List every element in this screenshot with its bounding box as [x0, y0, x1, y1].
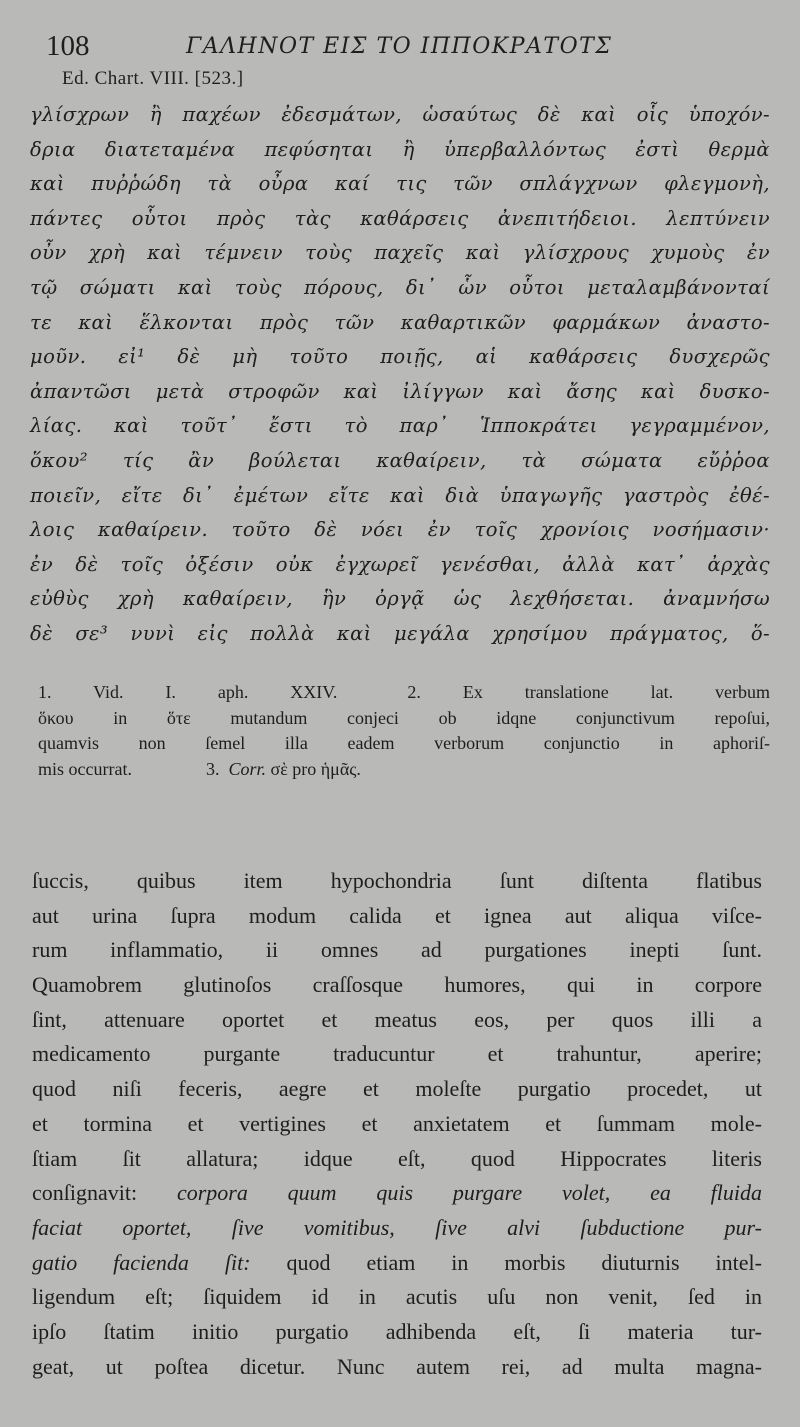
greek-line: τε καὶ ἕλκονται πρὸς τῶν καθαρτικῶν φαρμάκων ἀναστο-: [30, 310, 770, 334]
page-header: [46, 28, 766, 68]
greek-line: δρια διατεταμένα πεφύσηται ἢ ὑπερβαλλόντως ἐστὶ θερμὰ: [30, 137, 770, 161]
hippocrates-quote: corpora quum quis purgare volet, ea fluida: [176, 1180, 763, 1206]
latin-text-block: [32, 864, 762, 1384]
latin-line: quod niſi feceris, aegre et moleſte purgatio procedet, ut: [32, 1076, 762, 1102]
latin-line: Quamobrem glutinoſos craſſosque humores, qui in corpore: [32, 972, 762, 998]
greek-line: ἀπαντῶσι μετὰ στροφῶν καὶ ἰλίγγων καὶ ἄσης καὶ δυσκο-: [30, 379, 770, 403]
latin-line: geat, ut poſtea dicetur. Nunc autem rei, ad multa magna-: [32, 1353, 762, 1379]
footnote-line: [38, 757, 770, 783]
greek-line: λίας. καὶ τοῦτ᾽ ἔστι τὸ παρ᾽ Ἱπποκράτει γεγραμμένον,: [30, 414, 770, 438]
footnote-2-end: mis occurrat.: [38, 758, 132, 779]
footnote-line: ὅκου in ὅτε mutandum conjeci ob idqne conjunctivum repoſui,: [38, 707, 770, 728]
footnote-line: quamvis non ſemel illa eadem verborum conjunctio in aphoriſ-: [38, 733, 770, 753]
latin-line: ſtiam ſit allatura; idque eſt, quod Hippocrates literis: [32, 1145, 762, 1171]
footnote-3-corr: Corr.: [228, 758, 266, 779]
latin-line: rum inflammatio, ii omnes ad purgationes inepti ſunt.: [32, 937, 762, 963]
greek-line: μοῦν. εἰ¹ δὲ μὴ τοῦτο ποιῇς, αἱ καθάρσεις δυσχερῶς: [30, 345, 770, 369]
greek-line: ὅκου² τίς ἂν βούλεται καθαίρειν, τὰ σώματα εὔῤῥοα: [30, 448, 770, 472]
greek-line: λοις καθαίρειν. τοῦτο δὲ νόει ἐν τοῖς χρονίοις νοσήμασιν·: [30, 518, 770, 542]
greek-line: καὶ πυῤῥώδη τὰ οὖρα καί τις τῶν σπλάγχνων φλεγμονὴ,: [30, 172, 770, 196]
latin-line-text: quod etiam in morbis diuturnis intel-: [286, 1249, 762, 1275]
greek-line: τῷ σώματι καὶ τοὺς πόρους, δι᾽ ὧν οὗτοι μεταλαμβάνονταί: [30, 275, 770, 299]
latin-line: medicamento purgante traducuntur et trahuntur, aperire;: [32, 1041, 762, 1067]
latin-line: ſuccis, quibus item hypochondria ſunt diſtenta flatibus: [32, 868, 762, 893]
latin-line-italic: faciat oportet, ſive vomitibus, ſive alvi ſubductione pur-: [32, 1214, 762, 1240]
footnote-3-number: 3.: [205, 758, 220, 779]
greek-line: γλίσχρων ἢ παχέων ἐδεσμάτων, ὡσαύτως δὲ καὶ οἷς ὑποχόν-: [30, 103, 770, 126]
page-number: 108: [46, 30, 90, 62]
greek-line: δὲ σε³ νυνὶ εἰς πολλὰ καὶ μεγάλα χρησίμου πράγματος, ὅ-: [30, 621, 770, 645]
greek-line: εὐθὺς χρὴ καθαίρειν, ἣν ὀργᾷ ὡς λεχθήσεται. ἀναμνήσω: [30, 587, 770, 611]
hippocrates-quote-end: gatio facienda ſit:: [32, 1249, 251, 1275]
footnote-1: 1. Vid. I. aph. XXIV.: [38, 682, 338, 702]
greek-line: ἐν δὲ τοῖς ὀξέσιν οὐκ ἐγχωρεῖ γενέσθαι, ἀλλὰ κατ᾽ ἀρχὰς: [30, 552, 770, 576]
latin-line: et tormina et vertigines et anxietatem et ſummam mole-: [32, 1110, 762, 1136]
footnotes: [38, 680, 770, 782]
edition-reference: Ed. Chart. VIII. [523.]: [62, 68, 244, 89]
latin-line: aut urina ſupra modum calida et ignea aut aliqua viſce-: [32, 902, 762, 928]
footnote-line: [38, 680, 770, 706]
latin-line: ligendum eſt; ſiquidem id in acutis uſu non venit, ſed in: [32, 1284, 762, 1310]
latin-line: ipſo ſtatim initio purgatio adhibenda eſt, ſi materia tur-: [32, 1318, 762, 1344]
footnote-3-text: σὲ pro ἡμᾶς.: [270, 758, 361, 779]
latin-line-text: conſignavit:: [32, 1180, 138, 1206]
greek-line: πάντες οὗτοι πρὸς τὰς καθάρσεις ἀνεπιτήδειοι. λεπτύνειν: [30, 206, 770, 230]
latin-line: [32, 1176, 762, 1211]
greek-line: οὖν χρὴ καὶ τέμνειν τοὺς παχεῖς καὶ γλίσχρους χυμοὺς ἐν: [30, 241, 770, 265]
running-title: ΓΑΛΗΝΟΤ ΕΙΣ ΤΟ ΙΠΠΟΚΡΑΤΟΤΣ: [186, 34, 613, 59]
greek-text-block: [30, 98, 770, 652]
greek-line: ποιεῖν, εἴτε δι᾽ ἐμέτων εἴτε καὶ διὰ ὑπαγωγῆς γαστρὸς ἐθέ-: [30, 483, 770, 507]
latin-line: ſint, attenuare oportet et meatus eos, per quos illi a: [32, 1006, 762, 1032]
latin-line: [32, 1246, 762, 1281]
footnote-2-start: 2. Ex translatione lat. verbum: [407, 682, 770, 702]
